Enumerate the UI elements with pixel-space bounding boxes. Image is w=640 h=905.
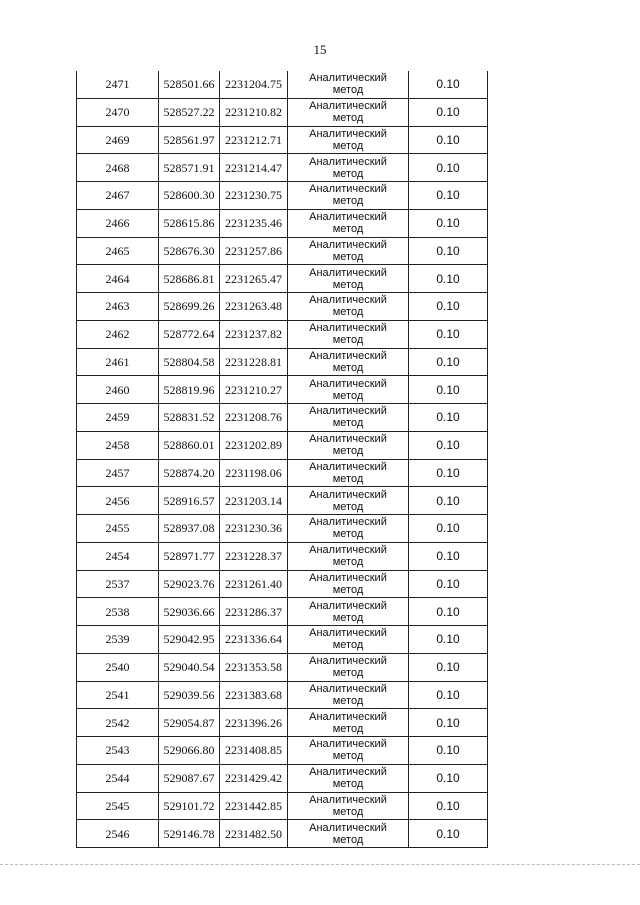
y-coordinate-cell: 2231202.89 (220, 431, 288, 459)
point-number-cell: 2461 (77, 348, 159, 376)
method-line-2: метод (332, 611, 364, 624)
method-line-1: Аналитический (309, 211, 387, 224)
method-line-2: метод (332, 167, 364, 180)
scan-artifact-line (0, 864, 640, 865)
method-line-1: Аналитический (309, 571, 387, 584)
point-number-cell: 2537 (77, 570, 159, 598)
method-line-1: Аналитический (309, 793, 387, 806)
method-line-1: Аналитический (309, 322, 387, 335)
table-row (77, 431, 488, 459)
coordinates-table-body (77, 71, 488, 848)
method-cell (288, 681, 409, 709)
table-row (77, 404, 488, 432)
point-number-cell: 2546 (77, 820, 159, 848)
method-line-1: Аналитический (309, 238, 387, 251)
y-coordinate-cell: 2231442.85 (220, 792, 288, 820)
table-row (77, 71, 488, 98)
x-coordinate-cell: 529066.80 (159, 737, 220, 765)
accuracy-cell: 0.10 (409, 487, 488, 515)
x-coordinate-cell: 529146.78 (159, 820, 220, 848)
x-coordinate-cell: 529054.87 (159, 709, 220, 737)
method-cell (288, 737, 409, 765)
x-coordinate-cell: 528971.77 (159, 542, 220, 570)
x-coordinate-cell: 529101.72 (159, 792, 220, 820)
accuracy-cell: 0.10 (409, 570, 488, 598)
point-number-cell: 2465 (77, 237, 159, 265)
method-line-1: Аналитический (309, 349, 387, 362)
y-coordinate-cell: 2231237.82 (220, 320, 288, 348)
point-number-cell: 2539 (77, 626, 159, 654)
method-line-2: метод (332, 361, 364, 374)
method-line-1: Аналитический (309, 405, 387, 418)
accuracy-cell: 0.10 (409, 376, 488, 404)
page-number: 15 (313, 42, 327, 57)
point-number-cell: 2466 (77, 209, 159, 237)
method-line-2: метод (332, 195, 364, 208)
point-number-cell: 2459 (77, 404, 159, 432)
x-coordinate-cell: 529042.95 (159, 626, 220, 654)
method-cell (288, 98, 409, 126)
accuracy-cell: 0.10 (409, 404, 488, 432)
accuracy-cell: 0.10 (409, 293, 488, 321)
y-coordinate-cell: 2231235.46 (220, 209, 288, 237)
table-row (77, 487, 488, 515)
accuracy-cell: 0.10 (409, 154, 488, 182)
accuracy-cell: 0.10 (409, 431, 488, 459)
point-number-cell: 2463 (77, 293, 159, 321)
accuracy-cell: 0.10 (409, 209, 488, 237)
method-line-1: Аналитический (309, 766, 387, 779)
y-coordinate-cell: 2231257.86 (220, 237, 288, 265)
y-coordinate-cell: 2231383.68 (220, 681, 288, 709)
y-coordinate-cell: 2231261.40 (220, 570, 288, 598)
x-coordinate-cell: 528561.97 (159, 126, 220, 154)
method-line-2: метод (332, 250, 364, 263)
point-number-cell: 2456 (77, 487, 159, 515)
table-row (77, 154, 488, 182)
point-number-cell: 2457 (77, 459, 159, 487)
y-coordinate-cell: 2231198.06 (220, 459, 288, 487)
y-coordinate-cell: 2231482.50 (220, 820, 288, 848)
method-line-1: Аналитический (309, 821, 387, 834)
point-number-cell: 2455 (77, 515, 159, 543)
point-number-cell: 2538 (77, 598, 159, 626)
point-number-cell: 2460 (77, 376, 159, 404)
method-line-1: Аналитический (309, 127, 387, 140)
point-number-cell: 2454 (77, 542, 159, 570)
table-row (77, 376, 488, 404)
x-coordinate-cell: 528527.22 (159, 98, 220, 126)
y-coordinate-cell: 2231429.42 (220, 764, 288, 792)
x-coordinate-cell: 528615.86 (159, 209, 220, 237)
table-row (77, 653, 488, 681)
accuracy-cell: 0.10 (409, 542, 488, 570)
method-line-1: Аналитический (309, 544, 387, 557)
table-row (77, 626, 488, 654)
method-line-1: Аналитический (309, 710, 387, 723)
point-number-cell: 2542 (77, 709, 159, 737)
accuracy-cell: 0.10 (409, 598, 488, 626)
table-row (77, 681, 488, 709)
y-coordinate-cell: 2231203.14 (220, 487, 288, 515)
accuracy-cell: 0.10 (409, 653, 488, 681)
method-cell (288, 182, 409, 210)
x-coordinate-cell: 528860.01 (159, 431, 220, 459)
accuracy-cell: 0.10 (409, 459, 488, 487)
x-coordinate-cell: 528916.57 (159, 487, 220, 515)
x-coordinate-cell: 528676.30 (159, 237, 220, 265)
method-line-1: Аналитический (309, 655, 387, 668)
point-number-cell: 2471 (77, 71, 159, 98)
x-coordinate-cell: 529087.67 (159, 764, 220, 792)
method-line-2: метод (332, 667, 364, 680)
method-cell (288, 376, 409, 404)
method-line-1: Аналитический (309, 627, 387, 640)
method-line-2: метод (332, 139, 364, 152)
accuracy-cell: 0.10 (409, 98, 488, 126)
method-line-1: Аналитический (309, 738, 387, 751)
method-line-2: метод (332, 445, 364, 458)
table-row (77, 792, 488, 820)
method-cell (288, 542, 409, 570)
y-coordinate-cell: 2231204.75 (220, 71, 288, 98)
x-coordinate-cell: 528600.30 (159, 182, 220, 210)
method-line-2: метод (332, 583, 364, 596)
x-coordinate-cell: 528686.81 (159, 265, 220, 293)
method-cell (288, 154, 409, 182)
coordinates-table (76, 71, 488, 848)
method-cell (288, 653, 409, 681)
table-row (77, 126, 488, 154)
accuracy-cell: 0.10 (409, 265, 488, 293)
method-cell (288, 764, 409, 792)
y-coordinate-cell: 2231353.58 (220, 653, 288, 681)
y-coordinate-cell: 2231230.36 (220, 515, 288, 543)
y-coordinate-cell: 2231263.48 (220, 293, 288, 321)
y-coordinate-cell: 2231228.37 (220, 542, 288, 570)
x-coordinate-cell: 528804.58 (159, 348, 220, 376)
accuracy-cell: 0.10 (409, 709, 488, 737)
y-coordinate-cell: 2231228.81 (220, 348, 288, 376)
x-coordinate-cell: 528819.96 (159, 376, 220, 404)
method-line-2: метод (332, 472, 364, 485)
method-line-2: метод (332, 694, 364, 707)
table-row (77, 709, 488, 737)
method-line-2: метод (332, 528, 364, 541)
table-row (77, 265, 488, 293)
method-cell (288, 320, 409, 348)
table-row (77, 598, 488, 626)
x-coordinate-cell: 528874.20 (159, 459, 220, 487)
method-cell (288, 598, 409, 626)
method-line-1: Аналитический (309, 100, 387, 113)
accuracy-cell: 0.10 (409, 126, 488, 154)
method-cell (288, 820, 409, 848)
method-line-1: Аналитический (309, 682, 387, 695)
point-number-cell: 2462 (77, 320, 159, 348)
method-line-2: метод (332, 500, 364, 513)
method-line-2: метод (332, 778, 364, 791)
method-line-2: метод (332, 334, 364, 347)
y-coordinate-cell: 2231286.37 (220, 598, 288, 626)
method-line-1: Аналитический (309, 460, 387, 473)
x-coordinate-cell: 528571.91 (159, 154, 220, 182)
method-line-2: метод (332, 112, 364, 125)
table-row (77, 237, 488, 265)
method-line-2: метод (332, 389, 364, 402)
method-line-1: Аналитический (309, 183, 387, 196)
accuracy-cell: 0.10 (409, 348, 488, 376)
point-number-cell: 2464 (77, 265, 159, 293)
method-line-1: Аналитический (309, 599, 387, 612)
accuracy-cell: 0.10 (409, 792, 488, 820)
method-cell (288, 71, 409, 98)
y-coordinate-cell: 2231336.64 (220, 626, 288, 654)
y-coordinate-cell: 2231230.75 (220, 182, 288, 210)
method-cell (288, 487, 409, 515)
y-coordinate-cell: 2231208.76 (220, 404, 288, 432)
accuracy-cell: 0.10 (409, 182, 488, 210)
accuracy-cell: 0.10 (409, 626, 488, 654)
accuracy-cell: 0.10 (409, 237, 488, 265)
accuracy-cell: 0.10 (409, 515, 488, 543)
table-row (77, 515, 488, 543)
method-cell (288, 792, 409, 820)
table-row (77, 820, 488, 848)
accuracy-cell: 0.10 (409, 681, 488, 709)
table-row (77, 542, 488, 570)
method-line-2: метод (332, 556, 364, 569)
method-cell (288, 570, 409, 598)
method-cell (288, 459, 409, 487)
method-line-1: Аналитический (309, 155, 387, 168)
method-cell (288, 348, 409, 376)
method-line-1: Аналитический (309, 433, 387, 446)
point-number-cell: 2468 (77, 154, 159, 182)
method-line-2: метод (332, 750, 364, 763)
table-row (77, 293, 488, 321)
method-line-2: метод (332, 306, 364, 319)
method-line-1: Аналитический (309, 488, 387, 501)
method-cell (288, 515, 409, 543)
table-row (77, 182, 488, 210)
y-coordinate-cell: 2231212.71 (220, 126, 288, 154)
y-coordinate-cell: 2231214.47 (220, 154, 288, 182)
point-number-cell: 2541 (77, 681, 159, 709)
method-cell (288, 293, 409, 321)
table-row (77, 737, 488, 765)
y-coordinate-cell: 2231210.82 (220, 98, 288, 126)
table-row (77, 764, 488, 792)
y-coordinate-cell: 2231210.27 (220, 376, 288, 404)
method-cell (288, 209, 409, 237)
x-coordinate-cell: 529036.66 (159, 598, 220, 626)
x-coordinate-cell: 529039.56 (159, 681, 220, 709)
point-number-cell: 2543 (77, 737, 159, 765)
table-row (77, 570, 488, 598)
point-number-cell: 2544 (77, 764, 159, 792)
method-line-2: метод (332, 722, 364, 735)
method-cell (288, 404, 409, 432)
point-number-cell: 2540 (77, 653, 159, 681)
method-line-2: метод (332, 223, 364, 236)
method-line-2: метод (332, 278, 364, 291)
table-row (77, 320, 488, 348)
x-coordinate-cell: 529023.76 (159, 570, 220, 598)
table-row (77, 459, 488, 487)
x-coordinate-cell: 528772.64 (159, 320, 220, 348)
point-number-cell: 2458 (77, 431, 159, 459)
x-coordinate-cell: 528501.66 (159, 71, 220, 98)
accuracy-cell: 0.10 (409, 820, 488, 848)
table-row (77, 209, 488, 237)
method-cell (288, 431, 409, 459)
method-line-2: метод (332, 84, 364, 97)
point-number-cell: 2469 (77, 126, 159, 154)
method-line-1: Аналитический (309, 294, 387, 307)
point-number-cell: 2467 (77, 182, 159, 210)
accuracy-cell: 0.10 (409, 764, 488, 792)
method-cell (288, 265, 409, 293)
y-coordinate-cell: 2231396.26 (220, 709, 288, 737)
method-cell (288, 626, 409, 654)
x-coordinate-cell: 529040.54 (159, 653, 220, 681)
method-line-2: метод (332, 833, 364, 846)
method-line-2: метод (332, 639, 364, 652)
method-line-1: Аналитический (309, 72, 387, 85)
table-row (77, 98, 488, 126)
method-line-1: Аналитический (309, 516, 387, 529)
y-coordinate-cell: 2231265.47 (220, 265, 288, 293)
accuracy-cell: 0.10 (409, 71, 488, 98)
accuracy-cell: 0.10 (409, 320, 488, 348)
x-coordinate-cell: 528831.52 (159, 404, 220, 432)
accuracy-cell: 0.10 (409, 737, 488, 765)
method-line-2: метод (332, 417, 364, 430)
y-coordinate-cell: 2231408.85 (220, 737, 288, 765)
method-cell (288, 709, 409, 737)
method-line-1: Аналитический (309, 266, 387, 279)
method-cell (288, 126, 409, 154)
table-row (77, 348, 488, 376)
x-coordinate-cell: 528937.08 (159, 515, 220, 543)
method-line-2: метод (332, 805, 364, 818)
point-number-cell: 2545 (77, 792, 159, 820)
method-cell (288, 237, 409, 265)
method-line-1: Аналитический (309, 377, 387, 390)
x-coordinate-cell: 528699.26 (159, 293, 220, 321)
point-number-cell: 2470 (77, 98, 159, 126)
